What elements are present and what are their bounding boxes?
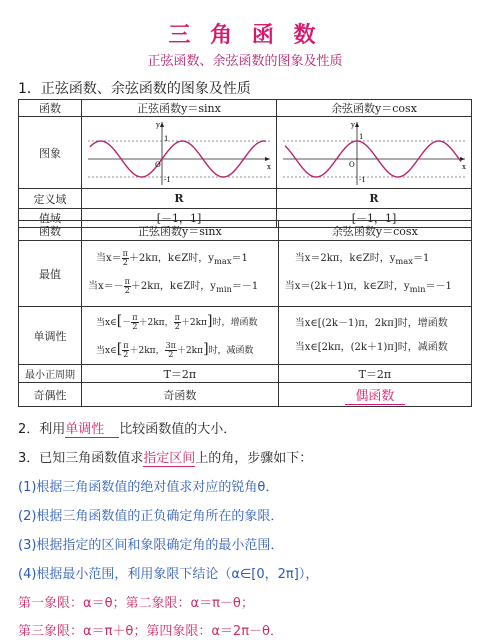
cos-graph-cell [277,117,472,189]
row-label-range: 值域 [19,209,82,228]
section-3-highlight: 指定区间 [143,451,196,466]
cos-graph-neg-one: -1 [359,175,366,184]
property-table [18,220,472,407]
sin-monotonic: 当x∈[－ $\frac{\pi}{2}$ ＋2kπ， $\frac{\pi}{2}$ ＋2kπ]时，增函数 当x∈[ $\frac{\pi}{2}$ ＋2kπ， $\frac{3\pi}{2}$ ＋2kπ]时，减函数 [82,307,279,365]
cos-graph-origin: O [349,160,355,169]
cos-graph-one: 1 [359,132,364,141]
quadrant-line-1: 第一象限：α＝θ；第二象限：α＝π－θ； [18,596,254,611]
quadrant-line-2: 第三象限：α＝π＋θ；第四象限：α＝2π－θ． [18,624,283,639]
cos-monotonic: 当x∈[(2k－1)π，2kπ]时，增函数 当x∈[2kπ，(2k＋1)π]时，减函数 [278,307,471,365]
cos-graph-y-label: y [351,120,355,129]
row-label-parity: 奇偶性 [19,383,82,407]
step-2: (2)根据三角函数值的正负确定角所在的象限． [18,509,284,524]
sin-range: [－1，1] [82,209,277,228]
section-3: 3．已知三角函数值求指定区间上的角，步骤如下： [18,451,313,466]
section-2-fill: 单调性 [65,418,119,438]
header-function-2: 函数 [19,221,82,241]
cos-parity: 偶函数 [345,385,405,405]
cos-range: [－1，1] [277,209,472,228]
section-1-heading: 1．正弦函数、余弦函数的图象及性质 [18,81,251,97]
sin-graph-one: 1 [164,134,169,143]
row-label-period: 最小正周期 [19,365,82,383]
row-label-monotonic: 单调性 [19,307,82,365]
cos-parity-cell [278,383,471,407]
row-label-extreme: 最值 [19,241,82,307]
sin-extreme: 当x＝ $\frac{\pi}{2}$ ＋2kπ，k∈Z时，$y_{max}=1$ 当x＝－ $\frac{\pi}{2}$ ＋2kπ，k∈Z时，$y_{min}=-1$ [82,241,279,307]
cos-domain: R [277,189,472,209]
page-title: 三 角 函 数 [168,22,322,48]
header-sin: 正弦函数y＝sinx [82,100,277,117]
header-sin-2: 正弦函数y＝sinx [82,221,279,241]
row-label-graph: 图象 [19,117,82,189]
graph-table [18,99,472,228]
cos-period: T＝2π [278,365,471,383]
row-label-domain: 定义域 [19,189,82,209]
section-2: 2．利用单调性 比较函数值的大小． [18,418,236,438]
sin-domain: R [82,189,277,209]
sin-graph-neg-one: -1 [164,175,171,184]
sin-period: T＝2π [82,365,279,383]
cos-graph-x-label: x [462,162,466,171]
header-function: 函数 [19,100,82,117]
sin-graph-x-label: x [267,162,271,171]
header-cos-2: 余弦函数y＝cosx [278,221,471,241]
step-4: (4)根据最小范围，利用象限下结论（α∈[0，2π]）， [18,567,319,582]
sin-graph-y-label: y [156,120,160,129]
sin-graph [84,119,274,187]
sin-parity: 奇函数 [82,383,279,407]
sin-graph-cell [82,117,277,189]
header-cos: 余弦函数y＝cosx [277,100,472,117]
cos-graph [279,119,469,187]
cos-extreme: 当x＝2kπ，k∈Z时，$y_{max}=1$ 当x＝(2k＋1)π，k∈Z时，$y_{min}=-1$ [278,241,471,307]
sin-graph-origin: O [155,160,161,169]
step-1: (1)根据三角函数值的绝对值求对应的锐角θ． [18,480,279,495]
page-subtitle: 正弦函数、余弦函数的图象及性质 [147,54,343,69]
step-3: (3)根据指定的区间和象限确定角的最小范围． [18,538,284,553]
